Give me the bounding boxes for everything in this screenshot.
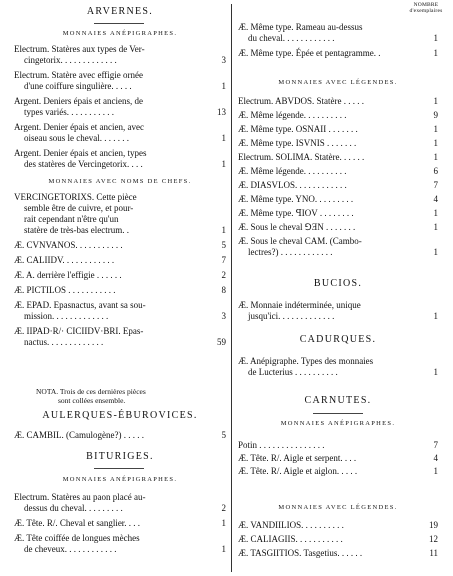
entry-count: 4: [433, 453, 438, 463]
entry-text: Æ. Tête coiffée de longues mèches: [14, 533, 140, 543]
entry-text: semble être de cuivre, et pour-: [24, 203, 134, 213]
entry-count: 2: [221, 503, 226, 513]
entry-text: du cheval. . . . . . . . . . . .: [248, 33, 335, 43]
entry-text: Æ. Même type. ISVNIS . . . . . . .: [238, 138, 357, 148]
entry-text: Æ. CALIAGIIS. . . . . . . . . . .: [238, 534, 343, 544]
entry-count: 1: [221, 518, 226, 528]
entry-count: 1: [221, 133, 226, 143]
entry-text: VERCINGETORIXS. Cette pièce: [14, 192, 137, 202]
heading-cadurques: CADURQUES.: [299, 334, 377, 345]
entry-count: 1: [221, 544, 226, 554]
entry-count: 1: [433, 48, 438, 58]
rule: [94, 23, 144, 24]
entry-text: Electrum. Statères aux types de Ver-: [14, 44, 145, 54]
entry-count: 1: [433, 208, 438, 218]
entry-text: Argent. Denier épais et ancien, types: [14, 148, 147, 158]
entry-text: Æ. TASGIITIOS. Tasgetius. . . . . .: [238, 548, 363, 558]
entry-text: Æ. Même type. ꟼIOV . . . . . . . .: [238, 208, 354, 218]
rule: [313, 413, 363, 414]
entry-text: Æ. Tête. R/. Aigle et aiglon. . . . .: [238, 466, 358, 476]
entry-count: 1: [433, 311, 438, 321]
entry-text: Æ. Même type. YNO. . . . . . . . .: [238, 194, 354, 204]
entry-count: 7: [221, 255, 226, 265]
entry-text: Æ. A. derrière l'effigie . . . . . .: [14, 270, 122, 280]
entry-count: 3: [221, 55, 226, 65]
entry-text: Æ. Monnaie indéterminée, unique: [238, 300, 361, 310]
entry-text: Æ. CVNVANOS. . . . . . . . . . .: [14, 240, 123, 250]
entry-count: 7: [433, 180, 438, 190]
entry-count: 6: [433, 166, 438, 176]
entry-text: lectres?) . . . . . . . . . . . .: [248, 247, 333, 257]
heading-bucios: BUCIOS.: [313, 278, 363, 289]
entry-text: Æ. DIASVLOS. . . . . . . . . . . .: [238, 180, 347, 190]
entry-count: 19: [429, 520, 438, 530]
entry-text: types variés. . . . . . . . . . .: [24, 107, 114, 117]
entry-count: 5: [221, 430, 226, 440]
entry-text: nactus. . . . . . . . . . . . .: [24, 337, 104, 347]
sub-chefs: MONNAIES AVEC NOMS DE CHEFS.: [48, 178, 192, 185]
entry-count: 5: [221, 240, 226, 250]
header-nombre: NOMBRE: [413, 2, 439, 8]
entry-text: rait cependant n'être qu'un: [24, 214, 119, 224]
note-line-2: sont collées ensemble.: [58, 396, 126, 405]
entry-text: cingetorix. . . . . . . . . . . . .: [24, 55, 117, 65]
sub-bituriges: MONNAIES ANÉPIGRAPHES.: [62, 476, 178, 483]
entry-count: 9: [433, 110, 438, 120]
entry-text: Æ. EPAD. Epasnactus, avant sa sou-: [14, 300, 146, 310]
entry-count: 1: [433, 138, 438, 148]
entry-count: 1: [221, 81, 226, 91]
entry-text: Æ. VANDIILIOS. . . . . . . . . .: [238, 520, 344, 530]
column-divider: [231, 4, 232, 572]
sub-legendes: MONNAIES AVEC LÉGENDES.: [278, 79, 398, 86]
entry-text: Æ. PICTILOS . . . . . . . . . . .: [14, 285, 116, 295]
entry-text: Electrum. Statères au paon placé au-: [14, 492, 146, 502]
entry-text: de Lucterius . . . . . . . . . .: [248, 367, 338, 377]
count-column-header: [408, 2, 444, 14]
entry-text: Æ. Sous le cheval CAM. (Cambo-: [238, 236, 362, 246]
entry-text: Argent. Deniers épais et anciens, de: [14, 96, 144, 106]
entry-count: 1: [221, 225, 226, 235]
entry-count: 1: [433, 222, 438, 232]
entry-count: 1: [433, 367, 438, 377]
header-exemplaires: d'exemplaires: [409, 8, 443, 14]
entry-text: Æ. Sous le cheval ⅁ƎN . . . . . . .: [238, 222, 356, 232]
entry-count: 59: [217, 337, 226, 347]
heading-aulerques: AULERQUES-ÉBUROVICES.: [42, 410, 198, 421]
entry-count: 4: [433, 194, 438, 204]
entry-count: 1: [433, 96, 438, 106]
entry-count: 7: [433, 440, 438, 450]
entry-count: 1: [433, 33, 438, 43]
entry-text: Potin . . . . . . . . . . . . . . .: [238, 440, 325, 450]
entry-count: 1: [433, 247, 438, 257]
sub-carnutes: MONNAIES ANÉPIGRAPHES.: [280, 420, 396, 427]
entry-text: Æ. Tête. R/. Cheval et sanglier. . . .: [14, 518, 141, 528]
entry-text: Electrum. ABVDOS. Statère . . . . .: [238, 96, 364, 106]
heading-carnutes: CARNUTES.: [304, 395, 372, 406]
entry-text: mission. . . . . . . . . . . . .: [24, 311, 109, 321]
rule: [94, 468, 144, 469]
entry-text: de cheveux. . . . . . . . . . . .: [24, 544, 117, 554]
entry-text: Æ. Anépigraphe. Types des monnaies: [238, 356, 374, 366]
entry-text: Electrum. SOLIMA. Statère. . . . . .: [238, 152, 365, 162]
entry-text: Æ. CALIIDV. . . . . . . . . . . .: [14, 255, 115, 265]
entry-count: 2: [221, 270, 226, 280]
entry-text: statère de très-bas electrum. .: [24, 225, 129, 235]
entry-text: Æ. Même légende. . . . . . . . . .: [238, 166, 347, 176]
entry-text: oiseau sous le cheval. . . . . . .: [24, 133, 129, 143]
entry-text: Argent. Denier épais et ancien, avec: [14, 122, 145, 132]
heading-arvernes: ARVERNES.: [86, 6, 154, 17]
entry-count: 1: [433, 152, 438, 162]
entry-text: Electrum. Statère avec effigie ornée: [14, 70, 144, 80]
sub-carnutes-legendes: MONNAIES AVEC LÉGENDES.: [278, 504, 398, 511]
note-line-1: NOTA. Trois de ces dernières pièces: [36, 387, 146, 396]
entry-text: Æ. Même légende. . . . . . . . . .: [238, 110, 347, 120]
entry-count: 1: [433, 466, 438, 476]
sub-arvernes: MONNAIES ANÉPIGRAPHES.: [62, 30, 178, 37]
entry-text: Æ. Même type. Rameau au-dessus: [238, 22, 363, 32]
entry-text: des statères de Vercingetorix. . . .: [24, 159, 143, 169]
entry-count: 13: [217, 107, 226, 117]
entry-text: dessus du cheval. . . . . . . . .: [24, 503, 123, 513]
entry-count: 1: [221, 159, 226, 169]
entry-text: Æ. Tête. R/. Aigle et serpent. . . .: [238, 453, 357, 463]
entry-count: 3: [221, 311, 226, 321]
entry-count: 8: [221, 285, 226, 295]
entry-text: Æ. Même type. OSNAII . . . . . . .: [238, 124, 358, 134]
entry-text: Æ. Même type. Épée et pentagramme. .: [238, 48, 381, 58]
entry-text: jusqu'ici. . . . . . . . . . . . .: [248, 311, 335, 321]
entry-count: 12: [429, 534, 438, 544]
heading-bituriges: BITURIGES.: [86, 451, 154, 462]
entry-count: 1: [433, 124, 438, 134]
entry-text: d'une coiffure singulière. . . . .: [24, 81, 132, 91]
entry-text: Æ. IIPAD·R/· CICIIDV·BRI. Epas-: [14, 326, 144, 336]
entry-text: Æ. CAMBIL. (Camulogène?) . . . . .: [14, 430, 144, 440]
entry-count: 11: [429, 548, 438, 558]
